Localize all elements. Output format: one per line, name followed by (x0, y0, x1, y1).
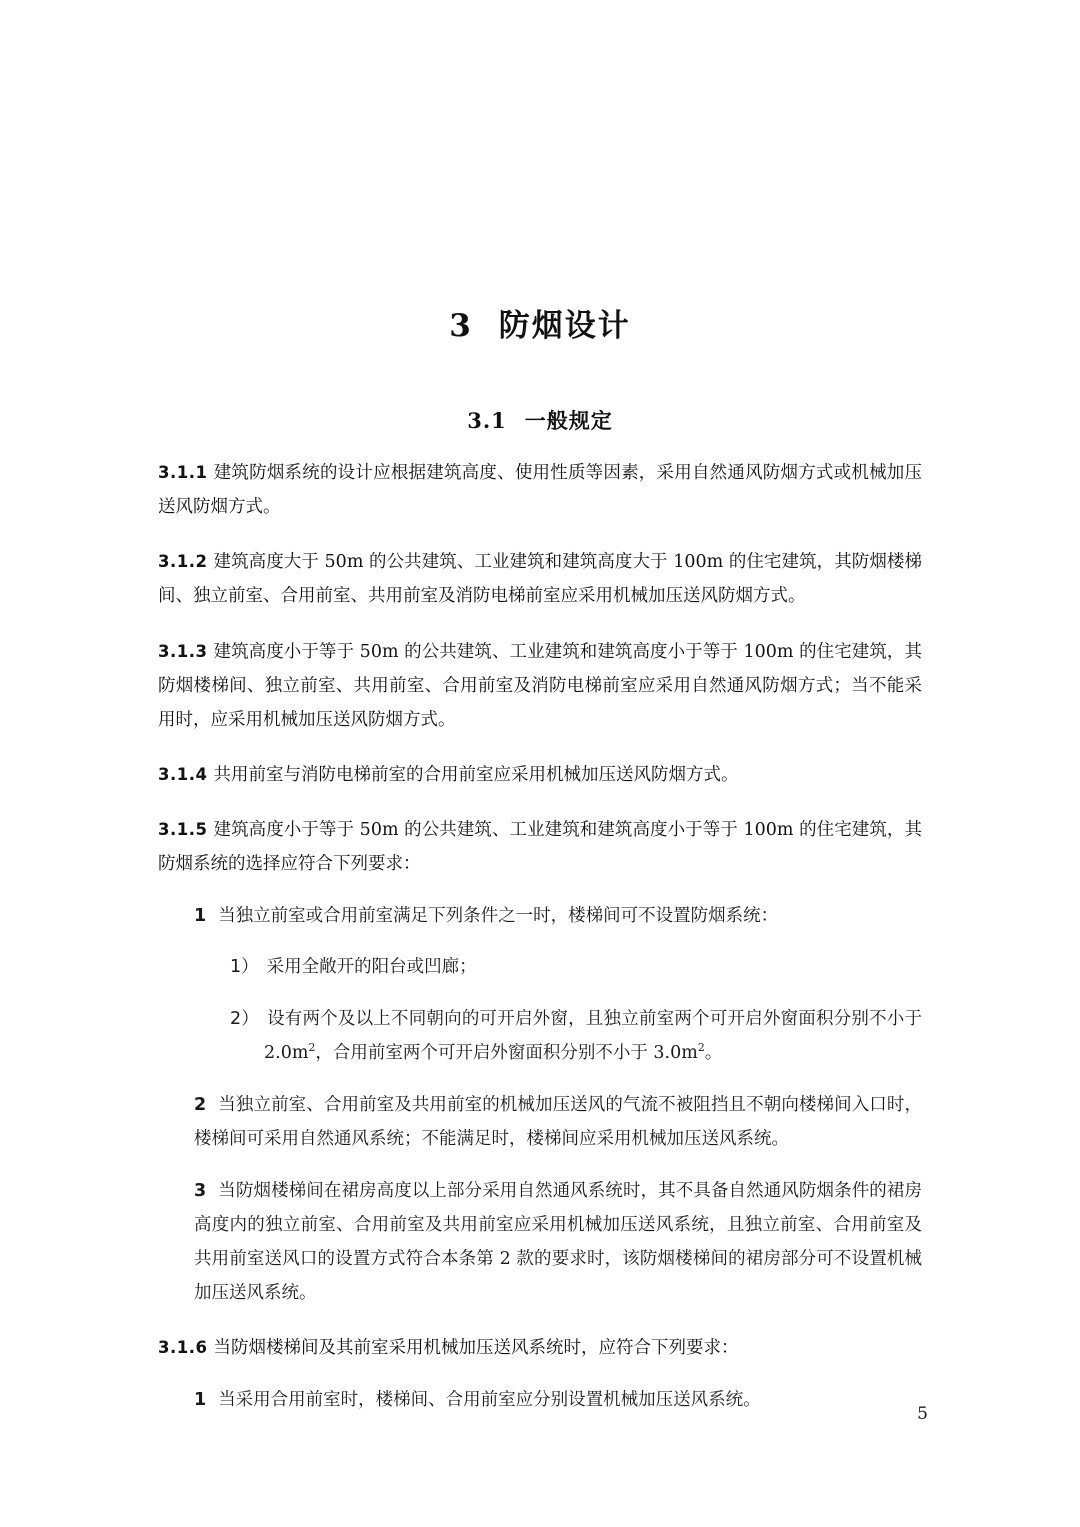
clause-number: 3.1.2 (158, 552, 208, 572)
clause-3-1-5-item-3 (194, 1174, 922, 1311)
subitem-text-part3: 。 (704, 1043, 723, 1064)
subitem-text-part2: ，合用前室两个可开启外窗面积分别不小于 3.0m (315, 1043, 698, 1064)
clause-3-1-3 (158, 635, 922, 737)
subitem-number: 2） (230, 1009, 260, 1029)
chapter-number: 3 (449, 308, 473, 344)
page-content (158, 0, 922, 1434)
clause-3-1-6 (158, 1331, 922, 1365)
clause-3-1-5-item-2 (194, 1088, 922, 1156)
clause-3-1-5 (158, 813, 922, 881)
item-number: 2 (194, 1094, 207, 1115)
clause-3-1-1 (158, 456, 922, 524)
clause-text: 建筑高度大于 50m 的公共建筑、工业建筑和建筑高度大于 100m 的住宅建筑，其防烟楼梯间、独立前室、合用前室、共用前室及消防电梯前室应采用机械加压送风防烟方式。 (158, 552, 922, 607)
clause-text: 建筑高度小于等于 50m 的公共建筑、工业建筑和建筑高度小于等于 100m 的住宅建筑，其防烟楼梯间、独立前室、共用前室、合用前室及消防电梯前室应采用自然通风防烟方式；当不能采用时，应采用机械加压送风防烟方式。 (158, 641, 922, 730)
item-text: 当独立前室或合用前室满足下列条件之一时，楼梯间可不设置防烟系统： (218, 905, 779, 926)
chapter-title-text: 防烟设计 (498, 308, 631, 344)
subitem-superscript-1: 2 (308, 1041, 316, 1055)
item-number: 1 (194, 905, 207, 926)
clause-number: 3.1.6 (158, 1338, 208, 1357)
clause-3-1-5-subitem-1 (230, 950, 922, 984)
section-number: 3.1 (467, 408, 507, 433)
item-text: 当防烟楼梯间在裙房高度以上部分采用自然通风系统时，其不具备自然通风防烟条件的裙房高度内的独立前室、合用前室及共用前室应采用机械加压送风系统，且独立前室、合用前室及共用前室送风口的设置方式符合本条第 2 款的要求时，该防烟楼梯间的裙房部分可不设置机械加压送风系统。 (194, 1180, 922, 1303)
clause-text: 共用前室与消防电梯前室的合用前室应采用机械加压送风防烟方式。 (213, 764, 739, 785)
subitem-text-part1: 设有两个及以上不同朝向的可开启外窗，且独立前室两个可开启外窗面积分别不小于 2.0m (264, 1009, 923, 1064)
clause-3-1-5-item-1 (194, 899, 922, 933)
item-text: 当采用合用前室时，楼梯间、合用前室应分别设置机械加压送风系统。 (218, 1389, 761, 1410)
section-heading (158, 405, 922, 435)
clause-3-1-6-item-1 (194, 1383, 922, 1417)
clause-number: 3.1.5 (158, 820, 208, 839)
subitem-superscript-2: 2 (697, 1041, 705, 1055)
clause-text: 建筑防烟系统的设计应根据建筑高度、使用性质等因素，采用自然通风防烟方式或机械加压送风防烟方式。 (158, 463, 922, 518)
subitem-text: 采用全敞开的阳台或凹廊； (266, 957, 477, 978)
clause-text: 当防烟楼梯间及其前室采用机械加压送风系统时，应符合下列要求： (213, 1338, 739, 1358)
clause-3-1-2 (158, 545, 922, 613)
clause-number: 3.1.1 (158, 463, 208, 482)
subitem-number: 1） (230, 957, 259, 978)
section-title-text: 一般规定 (524, 408, 613, 433)
clause-number: 3.1.3 (158, 641, 208, 661)
item-number: 1 (194, 1389, 207, 1410)
item-number: 3 (194, 1180, 207, 1201)
page-number: 5 (917, 1404, 928, 1424)
chapter-heading (158, 300, 922, 345)
clause-3-1-4 (158, 758, 922, 792)
clause-3-1-5-subitem-2 (230, 1002, 922, 1070)
clause-text: 建筑高度小于等于 50m 的公共建筑、工业建筑和建筑高度小于等于 100m 的住宅建筑，其防烟系统的选择应符合下列要求： (158, 820, 922, 875)
item-text: 当独立前室、合用前室及共用前室的机械加压送风的气流不被阻挡且不朝向楼梯间入口时，楼梯间可采用自然通风系统；不能满足时，楼梯间应采用机械加压送风系统。 (194, 1094, 922, 1149)
clause-number: 3.1.4 (158, 764, 208, 784)
